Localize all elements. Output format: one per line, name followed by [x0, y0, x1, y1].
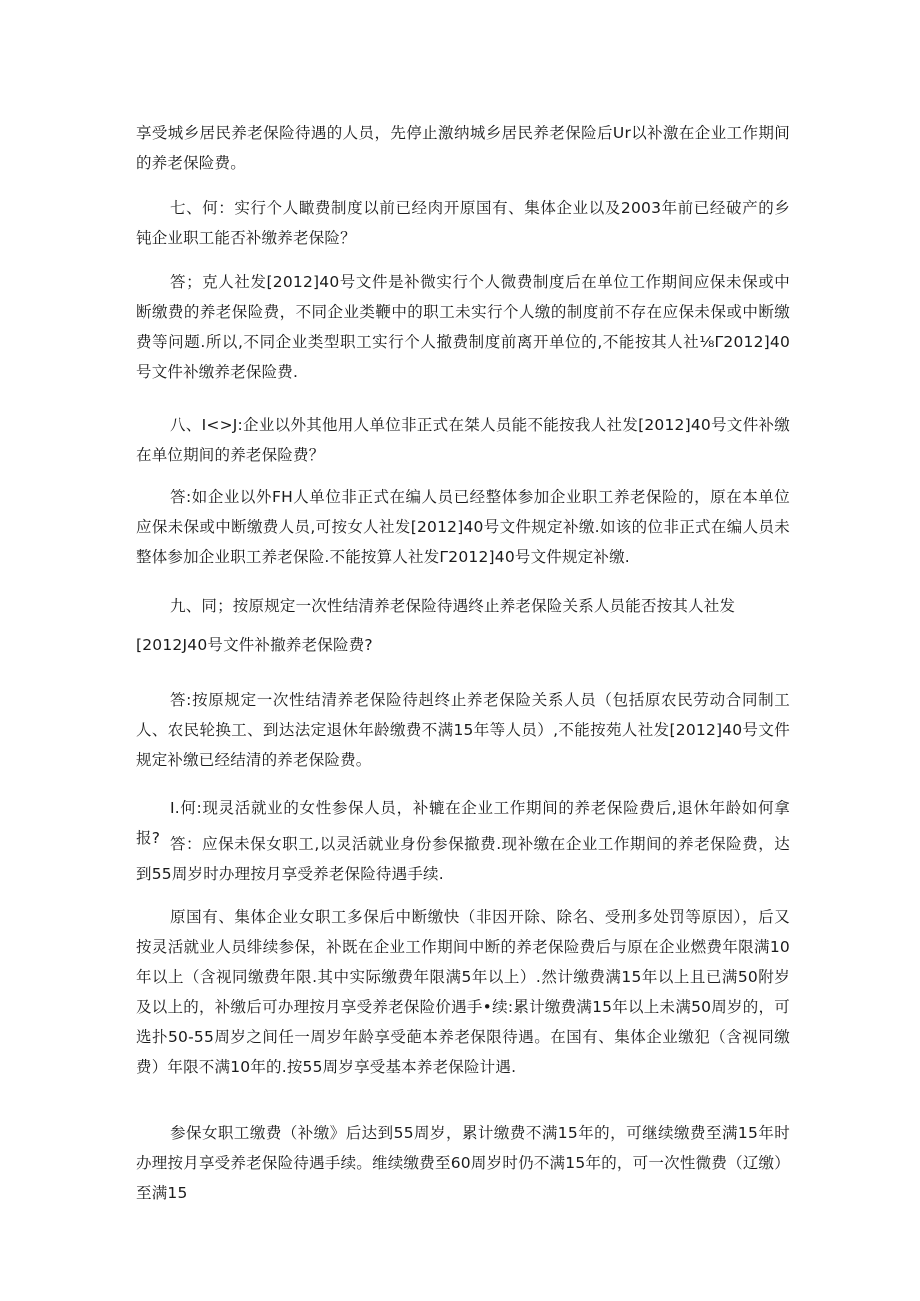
answer-9: 答:按原规定一次性结清养老保险待赳终止养老保险关系人员（包括原农民劳动合同制工人、农民轮换工、到达法定退休年龄缴费不满15年等人员）,不能按苑人社发[2012]40号文件规定补缴已经结清的养老保险费。	[136, 691, 790, 769]
answer-7: 答；克人社发[2012]40号文件是补微实行个人微费制度后在单位工作期间应保未保或中断缴费的养老保险费，不同企业类鞭中的职工未实行个人缴的制度前不存在应保未保或中断缴费等问题.所以,不同企业类型职工实行个人撤费制度前离开单位的,不能按其人社⅛Γ2012]40号文件补缴养老保险费.	[136, 273, 790, 381]
paragraph-continued-payment: 参保女职工缴费（补缴》后达到55周岁，累计缴费不满15年的，可继续缴费至满15年时办理按月享受养老保险待遇手续。维续缴费至60周岁时仍不满15年的，可一次性微费（辽缴）至满15	[136, 1124, 790, 1202]
question-9-line-1: 九、同；按原规定一次性结清养老保险待遇终止养老保险关系人员能否按其人社发	[170, 597, 736, 615]
question-9-line-2: [2012J40号文件补撤养老保险费?	[136, 636, 373, 654]
question-8: 八、I<>J:企业以外其他用人单位非正式在桀人员能不能按我人社发[2012]40号文件补缴在单位期间的养老保险费？	[136, 416, 790, 464]
question-10: I.何:现灵活就业的女性参保人员，补辘在企业工作期间的养老保险费后,退休年龄如何拿报?	[136, 799, 790, 847]
question-7: 七、何：实行个人瞰费制度以前已经肉开原国有、集体企业以及2003年前已经破产的乡钝企业职工能否补缴养老保险？	[136, 199, 790, 247]
answer-8: 答:如企业以外FH人单位非正式在编人员已经整体参加企业职工养老保险的，原在本单位应保未保或中断缴费人员,可按女人社发[2012]40号文件规定补缴.如该的位非正式在编人员未整体参加企业职工养老保险.不能按算人社发Γ2012]40号文件规定补缴.	[136, 488, 790, 566]
answer-10: 答：应保未保女职工,以灵活就业身份参保撤费.现补缴在企业工作期间的养老保险费，达到55周岁时办理按月享受养老保险待遇手续.	[136, 835, 790, 883]
paragraph-female-workers: 原国有、集体企业女职工多保后中断缴快（非因开除、除名、受刑多处罚等原因），后又按灵活就业人员绯续参保，补既在企业工作期间中断的养老保险费后与原在企业燃费年限满10年以上（含视同缴费年限.其中实际缴费年限满5年以上）.然计缴费满15年以上且已满50附岁及以上的，补缴后可办理按月享受养老保险价遇手•续:累计缴费满15年以上未满50周岁的，可选扑50-55周岁之间任一周岁年龄享受葩本养老保限待遇。在国有、集体企业缴犯（含视同缴费）年限不满10年的.按55周岁享受基本养老保险计遇.	[136, 908, 790, 1076]
paragraph-1: 享受城乡居民养老保险待遇的人员，先停止激纳城乡居民养老保险后Ur以补激在企业工作期间的养老保险费。	[136, 124, 790, 172]
